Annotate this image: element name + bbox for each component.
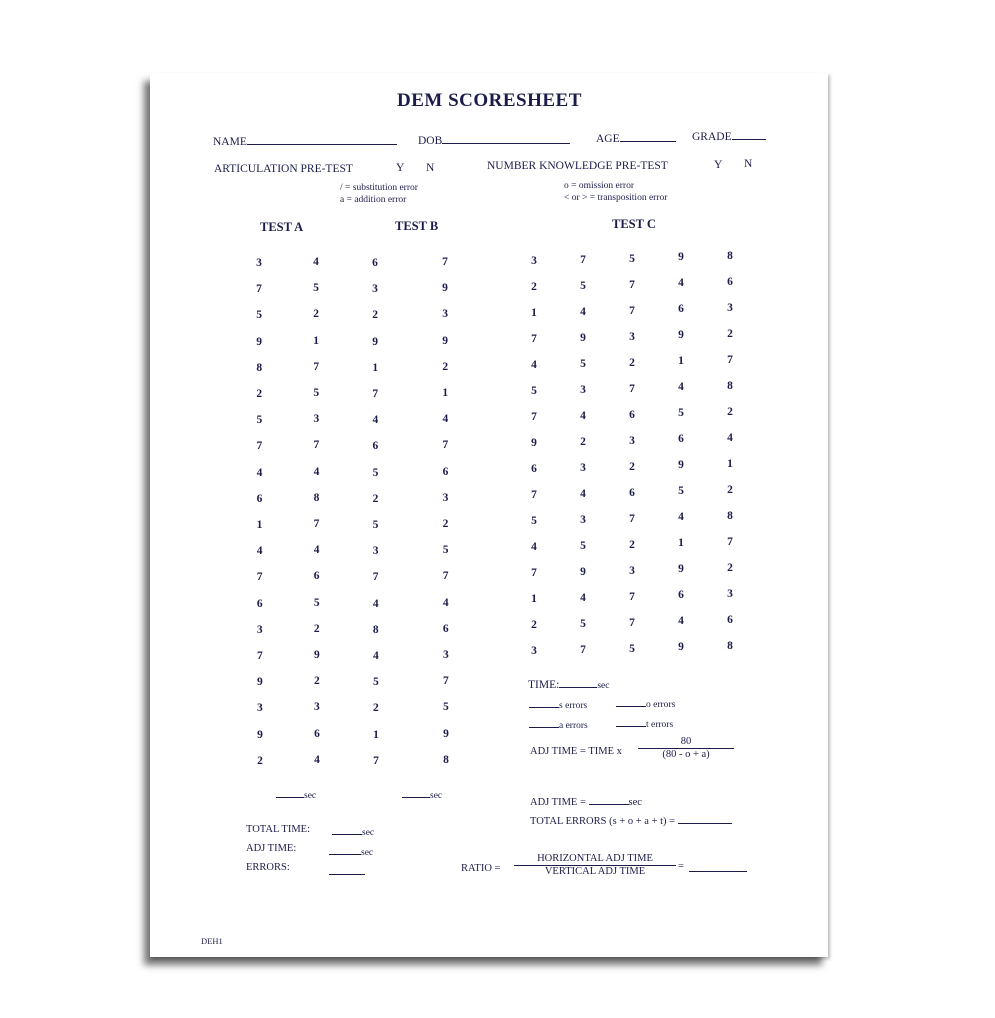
o-errors-blank[interactable] [616, 696, 646, 707]
test-c-number[interactable]: 5 [580, 279, 586, 292]
test-c-number[interactable]: 7 [629, 590, 635, 603]
a-errors-field [529, 717, 588, 732]
age-label: AGE [596, 133, 620, 145]
test-c-number[interactable]: 9 [580, 565, 586, 578]
page-title: DEM SCORESHEET [397, 90, 582, 111]
test-c-number[interactable]: 6 [678, 433, 684, 446]
test-c-number[interactable]: 6 [629, 486, 635, 499]
o-errors-label: o errors [646, 700, 676, 710]
scoresheet-page [150, 73, 828, 957]
test-c-number[interactable]: 7 [531, 411, 537, 423]
total-errors-label: TOTAL ERRORS (s + o + a + t) = [530, 816, 676, 827]
test-c-adj-time-unit: sec [628, 797, 642, 808]
test-c-number[interactable]: 2 [629, 356, 635, 369]
test-b-col1-number[interactable]: 7 [373, 754, 379, 767]
test-c-number[interactable]: 5 [678, 485, 684, 498]
test-c-number[interactable]: 5 [531, 515, 537, 527]
test-c-number[interactable]: 5 [580, 357, 586, 370]
number-knowledge-pretest-label: NUMBER KNOWLEDGE PRE-TEST [487, 160, 668, 172]
test-a-col2-number[interactable]: 4 [313, 256, 319, 268]
test-c-number[interactable]: 7 [629, 278, 635, 291]
test-a-col1-number[interactable]: 6 [256, 492, 263, 505]
age-field [596, 131, 676, 145]
test-a-col2-number[interactable]: 4 [313, 544, 320, 557]
test-c-number[interactable]: 9 [678, 641, 684, 654]
number-knowledge-no[interactable]: N [744, 158, 753, 170]
test-b-col1-number[interactable]: 1 [373, 728, 379, 741]
test-a-col2-number[interactable]: 2 [313, 308, 319, 321]
articulation-no[interactable]: N [426, 162, 435, 174]
name-blank[interactable] [247, 134, 397, 145]
fraction-denominator: (80 - o + a) [638, 748, 734, 761]
test-a-col1-number[interactable]: 3 [256, 257, 262, 269]
test-c-number[interactable]: 5 [678, 407, 684, 420]
test-b-col2-number[interactable]: 3 [442, 308, 448, 321]
test-a-col1-number[interactable]: 4 [256, 466, 263, 479]
test-a-col1-number[interactable]: 6 [256, 597, 263, 610]
test-c-number[interactable]: 5 [531, 385, 537, 397]
test-a-col2-number[interactable]: 5 [313, 282, 319, 295]
test-c-number[interactable]: 6 [678, 589, 684, 602]
test-c-number[interactable]: 3 [727, 588, 733, 601]
test-b-col2-number[interactable]: 5 [443, 701, 449, 714]
test-c-number[interactable]: 8 [727, 510, 733, 523]
test-c-number[interactable]: 7 [629, 616, 635, 629]
test-b-col2-number[interactable]: 6 [442, 622, 449, 635]
legend-addition: a = addition error [340, 195, 407, 205]
test-a-col2-number[interactable]: 3 [313, 413, 320, 426]
test-c-number[interactable]: 3 [629, 564, 635, 577]
test-c-number[interactable]: 7 [629, 304, 635, 317]
test-b-sec-field [402, 787, 442, 802]
test-c-number[interactable]: 6 [727, 614, 733, 627]
test-c-number[interactable]: 7 [727, 536, 733, 549]
t-errors-field [616, 716, 673, 731]
test-c-adj-time-label: ADJ TIME = [530, 797, 586, 808]
test-a-col1-number[interactable]: 7 [256, 650, 263, 662]
errors-label: ERRORS: [246, 862, 290, 873]
total-errors-blank[interactable] [678, 813, 732, 824]
test-c-number[interactable]: 3 [580, 461, 586, 474]
test-c-number[interactable]: 9 [678, 251, 684, 264]
test-b-col2-number[interactable]: 5 [442, 544, 449, 557]
test-b-col2-number[interactable]: 3 [442, 491, 449, 504]
test-b-col2-number[interactable]: 9 [442, 282, 448, 295]
test-a-col2-number[interactable]: 2 [313, 622, 320, 635]
test-c-number[interactable]: 3 [531, 255, 537, 267]
ratio-fraction [514, 853, 676, 878]
test-c-number[interactable]: 7 [727, 354, 733, 367]
ratio-denominator: VERTICAL ADJ TIME [514, 865, 676, 878]
test-b-col1-number[interactable]: 8 [372, 623, 379, 636]
test-c-time-label: TIME: [528, 679, 560, 691]
errors-blank[interactable] [329, 864, 365, 875]
test-a-sec-blank[interactable] [276, 787, 304, 798]
test-a-col2-number[interactable]: 5 [313, 596, 320, 609]
test-c-number[interactable]: 9 [678, 329, 684, 342]
test-c-number[interactable]: 8 [727, 380, 733, 393]
test-a-col1-number[interactable]: 8 [256, 361, 263, 374]
test-a-col1-number[interactable]: 1 [256, 519, 263, 531]
test-b-col1-number[interactable]: 2 [373, 702, 379, 715]
test-c-number[interactable]: 2 [727, 406, 733, 419]
test-a-col1-number[interactable]: 3 [257, 702, 263, 715]
name-field [213, 134, 397, 148]
test-c-number[interactable]: 5 [580, 617, 586, 630]
test-b-col1-number[interactable]: 7 [372, 388, 379, 400]
test-b-col1-number[interactable]: 5 [373, 676, 379, 689]
test-a-col1-number[interactable]: 7 [256, 571, 263, 584]
number-knowledge-yes[interactable]: Y [714, 159, 723, 171]
s-errors-blank[interactable] [529, 697, 559, 708]
test-c-number[interactable]: 7 [531, 333, 537, 345]
name-label: NAME [213, 136, 247, 148]
test-c-number[interactable]: 1 [678, 355, 684, 368]
test-a-col2-number[interactable]: 9 [313, 649, 320, 661]
test-c-number[interactable]: 7 [629, 512, 635, 525]
test-c-number[interactable]: 9 [531, 437, 537, 449]
test-c-number[interactable]: 4 [580, 305, 586, 318]
test-c-number[interactable]: 2 [629, 538, 635, 551]
test-c-number[interactable]: 4 [531, 541, 537, 553]
adj-time-formula-label: ADJ TIME = TIME x [530, 746, 622, 757]
test-c-number[interactable]: 9 [678, 459, 684, 472]
ratio-label: RATIO = [461, 863, 501, 874]
test-c-number[interactable]: 4 [531, 359, 537, 371]
t-errors-blank[interactable] [616, 716, 646, 727]
test-c-number[interactable]: 7 [531, 489, 537, 501]
test-a-col2-number[interactable]: 3 [314, 701, 320, 714]
test-b-col2-number[interactable]: 6 [442, 465, 449, 478]
test-c-adj-time [530, 794, 642, 809]
legend-transposition: < or > = transposition error [564, 193, 668, 203]
test-c-number[interactable]: 2 [727, 328, 733, 341]
test-c-number[interactable]: 2 [727, 562, 733, 575]
test-c-time [528, 677, 609, 692]
total-time-unit: sec [362, 828, 375, 838]
test-b-col2-number[interactable]: 2 [442, 518, 449, 530]
age-blank[interactable] [620, 131, 676, 142]
test-a-col2-number[interactable]: 7 [313, 360, 320, 373]
o-errors-field [616, 696, 675, 711]
test-b-col2-number[interactable]: 2 [442, 360, 449, 373]
ratio-numerator: HORIZONTAL ADJ TIME [537, 853, 653, 864]
total-time-field [332, 824, 374, 839]
test-c-number[interactable]: 6 [531, 463, 537, 475]
test-c-number[interactable]: 5 [629, 252, 635, 265]
s-errors-field [529, 697, 587, 712]
test-a-col2-number[interactable]: 7 [313, 518, 320, 530]
test-c-time-unit: sec [597, 681, 610, 691]
test-b-col1-number[interactable]: 1 [372, 361, 379, 374]
test-a-col1-number[interactable]: 2 [256, 388, 263, 400]
test-b-col1-number[interactable]: 4 [372, 597, 379, 610]
test-a-col2-number[interactable]: 1 [313, 334, 320, 347]
test-c-number[interactable]: 2 [629, 460, 635, 473]
test-c-number[interactable]: 3 [629, 434, 635, 447]
test-a-col2-number[interactable]: 6 [314, 727, 320, 740]
test-c-header: TEST C [612, 217, 656, 231]
articulation-yes[interactable]: Y [396, 162, 405, 174]
test-c-number[interactable]: 3 [580, 513, 586, 526]
grade-label: GRADE [692, 131, 732, 143]
test-c-number[interactable]: 4 [580, 409, 586, 422]
test-b-sec-blank[interactable] [402, 787, 430, 798]
test-b-col2-number[interactable]: 9 [443, 727, 449, 740]
grade-field [692, 129, 766, 143]
test-c-number[interactable]: 6 [678, 303, 684, 316]
adj-time-label: ADJ TIME: [246, 843, 297, 854]
test-c-number[interactable]: 4 [580, 591, 586, 604]
test-b-col1-number[interactable]: 5 [372, 466, 379, 479]
legend-substitution: / = substitution error [340, 183, 418, 193]
errors-field [329, 864, 365, 879]
test-a-col2-number[interactable]: 4 [313, 465, 320, 478]
test-c-number[interactable]: 2 [580, 435, 586, 448]
test-c-number[interactable]: 5 [580, 539, 586, 552]
dob-blank[interactable] [442, 133, 570, 144]
test-c-number[interactable]: 6 [629, 408, 635, 421]
test-a-col2-number[interactable]: 8 [313, 491, 320, 504]
grade-blank[interactable] [732, 129, 766, 140]
test-a-col1-number[interactable]: 4 [256, 545, 263, 558]
test-a-col1-number[interactable]: 7 [256, 440, 263, 453]
test-c-number[interactable]: 8 [727, 250, 733, 263]
test-a-col1-number[interactable]: 2 [257, 754, 263, 767]
test-c-number[interactable]: 7 [629, 382, 635, 395]
test-b-col2-number[interactable]: 4 [442, 596, 449, 609]
ratio-equals: = [678, 861, 684, 872]
test-c-number[interactable]: 5 [629, 642, 635, 655]
test-c-number[interactable]: 1 [531, 307, 537, 319]
test-a-col1-number[interactable]: 5 [256, 414, 263, 427]
test-c-number[interactable]: 6 [727, 276, 733, 289]
test-c-number[interactable]: 1 [678, 537, 684, 550]
test-a-col1-number[interactable]: 9 [257, 676, 263, 689]
t-errors-label: t errors [646, 720, 674, 730]
test-c-number[interactable]: 4 [727, 432, 733, 445]
test-c-number[interactable]: 4 [678, 615, 684, 628]
test-b-col1-number[interactable]: 6 [372, 440, 379, 453]
ratio-result [689, 861, 747, 876]
test-a-col2-number[interactable]: 5 [313, 387, 320, 399]
a-errors-label: a errors [559, 721, 588, 731]
test-c-number[interactable]: 2 [531, 619, 537, 631]
test-c-time-blank[interactable] [559, 677, 597, 688]
test-c-number[interactable]: 3 [580, 383, 586, 396]
test-c-number[interactable]: 2 [531, 281, 537, 293]
test-a-col2-number[interactable]: 7 [313, 439, 320, 452]
test-b-col2-number[interactable]: 7 [442, 256, 448, 268]
ratio-result-blank[interactable] [689, 861, 747, 872]
adj-time-fraction [638, 736, 734, 761]
test-b-col2-number[interactable]: 7 [442, 439, 449, 452]
fraction-numerator: 80 [680, 736, 692, 747]
test-c-number[interactable]: 7 [580, 643, 586, 656]
test-b-col2-number[interactable]: 7 [442, 570, 449, 583]
test-a-col1-number[interactable]: 5 [256, 309, 262, 322]
total-time-label: TOTAL TIME: [246, 824, 310, 835]
adj-time-field [329, 844, 373, 859]
test-c-number[interactable]: 8 [727, 640, 733, 653]
test-b-col2-number[interactable]: 9 [442, 334, 449, 347]
test-c-adj-time-blank[interactable] [589, 794, 629, 805]
test-c-number[interactable]: 9 [580, 331, 586, 344]
test-a-col1-number[interactable]: 7 [256, 283, 262, 296]
test-a-sec-field [276, 787, 316, 802]
test-c-number[interactable]: 4 [678, 381, 684, 394]
test-a-col1-number[interactable]: 9 [256, 335, 263, 348]
test-a-col2-number[interactable]: 6 [313, 570, 320, 583]
test-c-number[interactable]: 2 [727, 484, 733, 497]
test-c-number[interactable]: 3 [629, 330, 635, 343]
form-code: DEH1 [201, 936, 223, 946]
test-b-col1-number[interactable]: 4 [372, 414, 379, 427]
articulation-pretest-label: ARTICULATION PRE-TEST [214, 163, 353, 175]
s-errors-label: s errors [559, 701, 588, 711]
test-c-number[interactable]: 9 [678, 563, 684, 576]
test-b-col1-number[interactable]: 6 [372, 257, 378, 269]
test-b-col1-number[interactable]: 5 [372, 519, 379, 531]
test-b-col2-number[interactable]: 7 [443, 675, 449, 688]
test-a-sec-unit: sec [304, 791, 317, 801]
test-c-number[interactable]: 4 [580, 487, 586, 500]
total-time-blank[interactable] [332, 824, 362, 835]
dob-label: DOB [418, 135, 443, 147]
test-c-number[interactable]: 3 [531, 645, 537, 657]
test-c-number[interactable]: 7 [580, 253, 586, 266]
test-a-header: TEST A [260, 220, 304, 234]
test-b-col1-number[interactable]: 2 [372, 309, 378, 322]
total-errors [530, 813, 732, 828]
test-c-number[interactable]: 1 [531, 593, 537, 605]
test-b-col1-number[interactable]: 3 [372, 545, 379, 558]
test-b-col1-number[interactable]: 7 [372, 571, 379, 584]
adj-time-blank[interactable] [329, 844, 361, 855]
test-c-number[interactable]: 4 [678, 277, 684, 290]
adj-time-unit: sec [361, 848, 374, 858]
test-b-col1-number[interactable]: 4 [372, 650, 379, 662]
test-b-col1-number[interactable]: 3 [372, 283, 378, 296]
test-b-col2-number[interactable]: 4 [442, 413, 449, 426]
test-b-col2-number[interactable]: 1 [442, 387, 449, 399]
test-a-col2-number[interactable]: 2 [314, 675, 320, 688]
test-a-col1-number[interactable]: 3 [256, 623, 263, 636]
legend-omission: o = omission error [564, 181, 635, 191]
test-b-col1-number[interactable]: 2 [372, 492, 379, 505]
test-b-col2-number[interactable]: 8 [443, 753, 449, 766]
test-c-number[interactable]: 4 [678, 511, 684, 524]
dob-field [418, 133, 570, 147]
test-a-col1-number[interactable]: 9 [257, 728, 263, 741]
test-b-col1-number[interactable]: 9 [372, 335, 379, 348]
test-b-header: TEST B [395, 219, 439, 233]
test-b-sec-unit: sec [430, 791, 443, 801]
test-c-number[interactable]: 1 [727, 458, 733, 471]
test-b-col2-number[interactable]: 3 [442, 649, 449, 661]
test-c-number[interactable]: 7 [531, 567, 537, 579]
test-c-number[interactable]: 3 [727, 302, 733, 315]
a-errors-blank[interactable] [529, 717, 559, 728]
test-a-col2-number[interactable]: 4 [314, 753, 320, 766]
